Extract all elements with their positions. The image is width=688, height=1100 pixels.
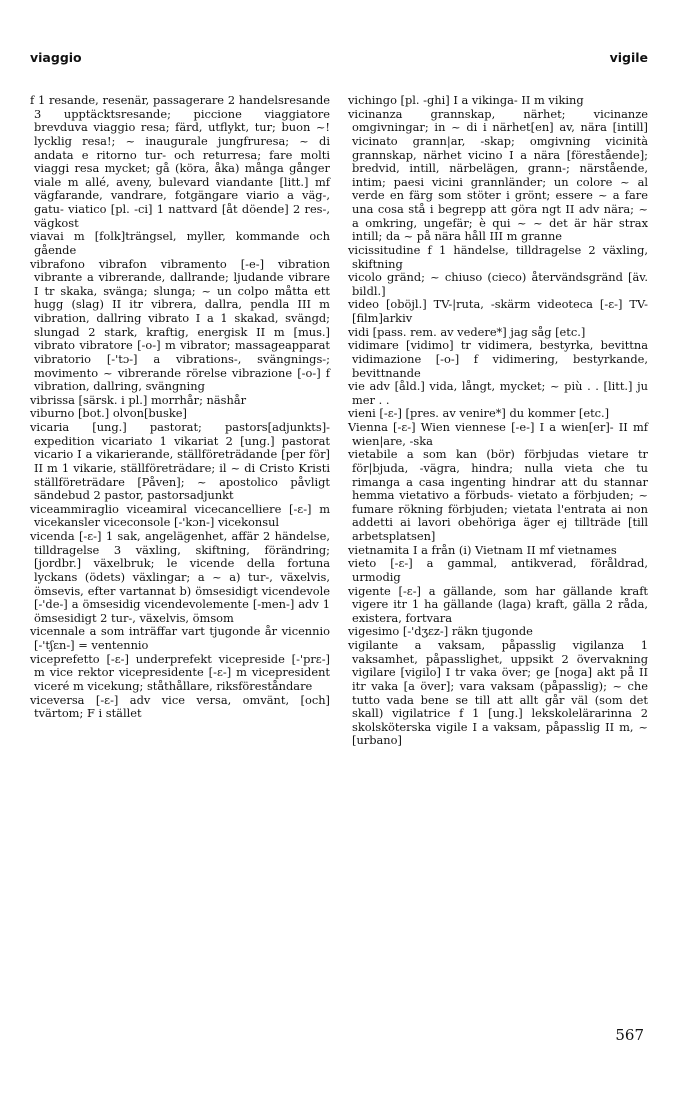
dictionary-entry: viavai m [folk]trängsel, myller, kommande och gående [30, 229, 330, 257]
dictionary-entry: vicinanza grannskap, närhet; vicinanze omgivningar; in ~ di i närhet[en] av, nära [intill] vicinato grann|ar, -skap; omgivning vicinità grannskap, närhet vicino I a nära [förestående]; bredvid, intill, närbelägen, grann-; närstående, intim; paesi vicini grannländer; un colore ~ al verde en färg som stöter i grönt; essere ~ a fare una cosa stå i begrepp att göra ngt II adv nära; ~ a omkring, ungefär; è qui ~ ~ det är här strax intill; da ~ på nära håll III m granne [348, 106, 648, 244]
dictionary-entry: vicaria [ung.] pastorat; pastors[adjunkts]-expedition vicariato 1 vikariat 2 [ung.] pastorat vicario I a vikarierande, ställföreträdande [per för] II m 1 vikarie, ställföreträdare; il ~ di Cristo Kristi ställföreträdare [Påven]; ~ apostolico påvligt sändebud 2 pastor, pastorsadjunkt [30, 420, 330, 503]
dictionary-entry: vidimare [vidimo] tr vidimera, bestyrka, bevittna vidimazione [-o-] f vidimering, bestyrkande, bevittnande [348, 338, 648, 380]
dictionary-entry: vietnamita I a från (i) Vietnam II mf vietnames [348, 542, 617, 557]
dictionary-entry: vieto [-ɛ-] a gammal, antikverad, föråldrad, urmodig [348, 556, 648, 584]
running-head-left: viaggio [30, 50, 82, 65]
dictionary-entry: vigilante a vaksam, påpasslig vigilanza 1 vaksamhet, påpasslighet, uppsikt 2 övervakning vigilare [vigilo] I tr vaka över; ge [noga] akt på II itr vaka [a över]; vara vaksam (påpasslig); ~ che tutto vada bene se till att allt går väl (som det skall) vigilatrice f 1 [ung.] lekskolelärarinna 2 skolsköterska vigile I a vaksam, påpasslig II m, ~ [urbano] [348, 638, 648, 748]
dictionary-entry: vieni [-ɛ-] [pres. av venire*] du kommer [etc.] [348, 406, 610, 421]
dictionary-entry: vicenda [-ɛ-] 1 sak, angelägenhet, affär 2 händelse, tilldragelse 3 växling, skiftning, förändring; [jordbr.] växelbruk; le vicende della fortuna lyckans (ödets) växlingar; a ~ a) tur-, växelvis, ömsevis, efter vartannat b) ömsesidigt vicendevole [-'de-] a ömsesidig vicendevolemente [-men-] adv 1 ömsesidigt 2 tur-, växelvis, ömsom [30, 529, 330, 625]
dictionary-entry: vigente [-ɛ-] a gällande, som har gällande kraft vigere itr 1 ha gällande (laga) kraft, gälla 2 råda, existera, fortvara [348, 583, 648, 625]
dictionary-entry: Vienna [-ɛ-] Wien viennese [-e-] I a wien[er]- II mf wien|are, -ska [348, 420, 648, 448]
dictionary-entry: viceversa [-ɛ-] adv vice versa, omvänt, [och] tvärtom; F i stället [30, 692, 330, 721]
dictionary-entry: vicolo gränd; ~ chiuso (cieco) återvändsgränd [äv. bildl.] [348, 270, 648, 298]
dictionary-entry: viceammiraglio viceamiral vicecancelliere [-ɛ-] m vicekansler viceconsole [-'kɔn-] vicekonsul [30, 501, 330, 530]
dictionary-entry: viburno [bot.] olvon[buske] [30, 406, 187, 421]
dictionary-entry: vigesimo [-'dʒɛz-] räkn tjugonde [348, 624, 533, 639]
column-right [348, 94, 648, 748]
column-left [30, 94, 330, 721]
dictionary-entry: vicissitudine f 1 händelse, tilldragelse 2 växling, skiftning [348, 242, 648, 271]
dictionary-entry: vibrafono vibrafon vibramento [-e-] vibration vibrante a vibrerande, dallrande; ljudande vibrare I tr skaka, svänga; slunga; ~ un colpo måtta ett hugg (slag) II itr vibrera, dallra, pendla III m vibration, dallring vibrato I a 1 skakad, svängd; slungad 2 stark, kraftig, energisk II m [mus.] vibrato vibratore [-o-] m vibrator; massageapparat vibratorio [-'tɔ-] a vibrations-, svängnings-; movimento ~ vibrerande rörelse vibrazione [-o-] f vibration, dallring, svängning [30, 256, 330, 394]
dictionary-entry: vibrissa [särsk. i pl.] morrhår; näshår [30, 392, 247, 407]
dictionary-entry: viceprefetto [-ɛ-] underprefekt vicepreside [-'prɛ-] m vice rektor vicepresidente [-ɛ-] m vicepresident viceré m vicekung; ståthållare, riksföreståndare [30, 651, 330, 693]
dictionary-entry: video [oböjl.] TV-|ruta, -skärm videoteca [-ɛ-] TV-[film]arkiv [348, 297, 648, 325]
dictionary-entry: vicennale a som inträffar vart tjugonde år vicennio [-'tʃɛn-] = ventennio [30, 624, 330, 652]
page-number: 567 [615, 1026, 644, 1044]
running-head-right: vigile [609, 50, 648, 65]
dictionary-entry: vie adv [åld.] vida, långt, mycket; ~ più . . [litt.] ju mer . . [348, 379, 648, 407]
dictionary-entry: vidi [pass. rem. av vedere*] jag såg [etc.] [348, 324, 586, 339]
dictionary-entry: f 1 resande, resenär, passagerare 2 handelsresande 3 upptäcktsresande; piccione viaggiatore brevduva viaggio resa; färd, utflykt, tur; buon ~! lycklig resa!; ~ inaugurale jungfruresa; ~ di andata e ritorno tur- och returresa; fare molti viaggi resa mycket; gå (köra, åka) många gånger viale m allé, aveny, bulevard viandante [litt.] mf vägfarande, vandrare, fotgängare viario a väg-, gatu- viatico [pl. -ci] 1 nattvard [åt döende] 2 res-, vägkost [30, 93, 330, 230]
dictionary-entry: vichingo [pl. -ghi] I a vikinga- II m viking [348, 93, 584, 107]
dictionary-entry: vietabile a som kan (bör) förbjudas vietare tr för|bjuda, -vägra, hindra; nulla vieta che tu rimanga a casa ingenting hindrar att du stannar hemma vietativo a förbuds- vietato a förbjuden; ~ fumare rökning förbjuden; vietata l'entrata ai non addetti ai lavori obehöriga äger ej tillträde [till arbetsplatsen] [348, 447, 648, 543]
